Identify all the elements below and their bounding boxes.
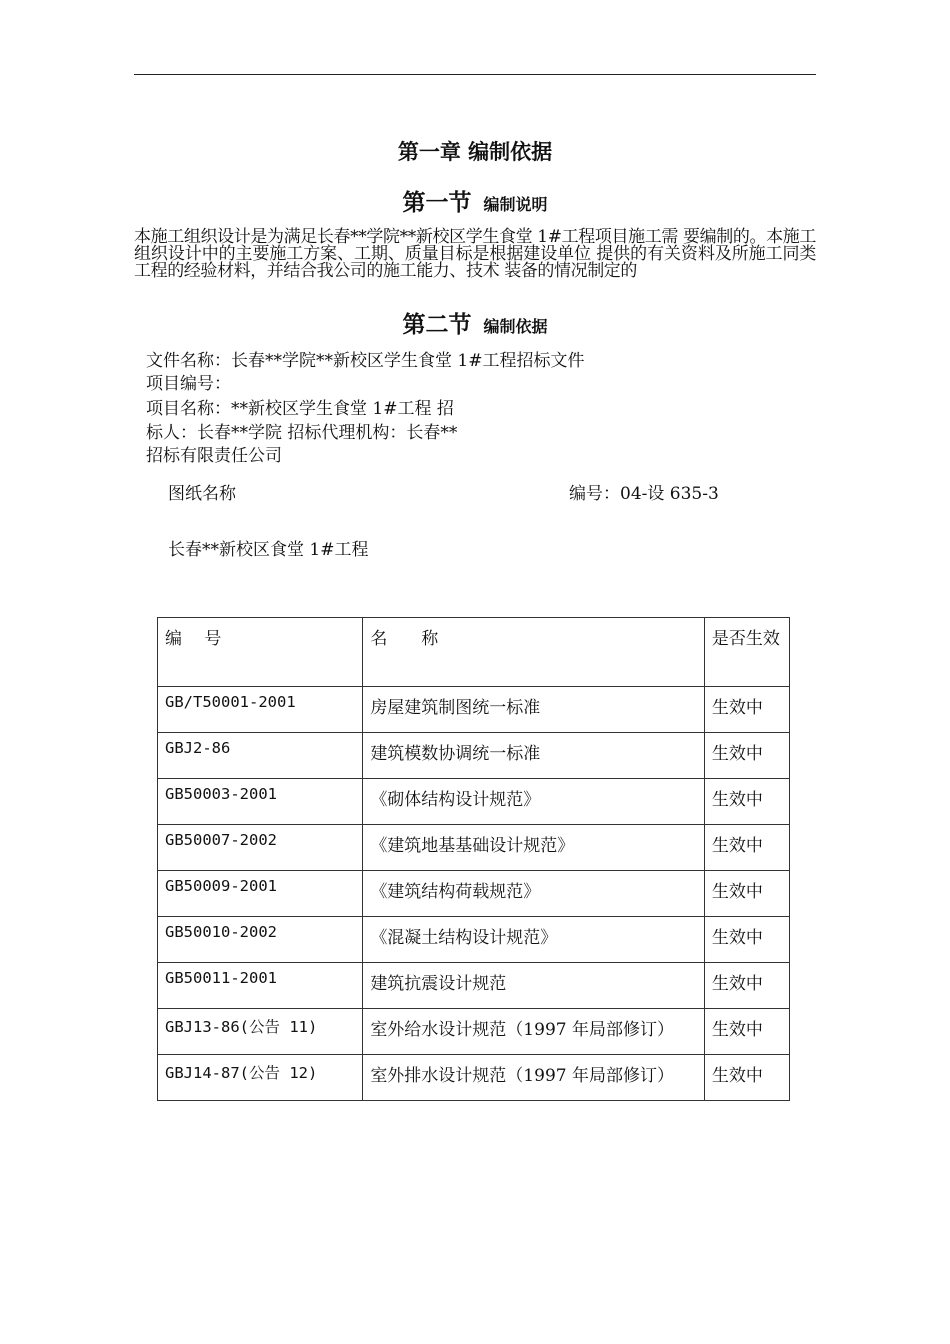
section-1-title: 第一节 [402,190,472,216]
row-code: GB50003-2001 [158,779,363,825]
row-code: GB50007-2002 [158,825,363,871]
project-name: 长春**新校区食堂 1#工程 [168,540,369,560]
row-code: GBJ13-86(公告 11) [158,1009,363,1055]
row-status: 生效中 [704,1009,789,1055]
row-name: 室外排水设计规范（1997 年局部修订） [363,1055,705,1101]
row-status: 生效中 [704,779,789,825]
row-name: 房屋建筑制图统一标准 [363,687,705,733]
table-row [158,963,790,1009]
header-rule [134,74,816,75]
table-row [158,825,790,871]
info-line-agency: 招标有限责任公司 [146,446,282,466]
header-code: 编 号 [158,618,363,687]
table-row [158,917,790,963]
section-1-subtitle: 编制说明 [483,195,548,214]
table-header-row [158,618,790,687]
table-row [158,1055,790,1101]
table-row [158,779,790,825]
info-line-tenderer: 标人：长春**学院 招标代理机构：长春** [146,423,458,443]
standards-table [157,617,790,1101]
chapter-title: 第一章 编制依据 [397,140,553,164]
row-status: 生效中 [704,1055,789,1101]
section-2-heading [0,306,950,339]
drawing-number: 编号：04-设 635-3 [569,484,719,504]
row-code: GB50011-2001 [158,963,363,1009]
row-code: GB/T50001-2001 [158,687,363,733]
row-name: 《混凝土结构设计规范》 [363,917,705,963]
row-status: 生效中 [704,733,789,779]
info-line-file-name: 文件名称：长春**学院**新校区学生食堂 1#工程招标文件 [146,351,585,371]
drawing-label: 图纸名称 [168,484,236,504]
section-1-heading [0,184,950,217]
row-name: 《建筑结构荷载规范》 [363,871,705,917]
row-name: 室外给水设计规范（1997 年局部修订） [363,1009,705,1055]
table-row [158,871,790,917]
row-code: GBJ2-86 [158,733,363,779]
header-name: 名 称 [363,618,705,687]
table-row [158,733,790,779]
section-2-subtitle: 编制依据 [483,317,548,336]
row-name: 建筑模数协调统一标准 [363,733,705,779]
row-code: GBJ14-87(公告 12) [158,1055,363,1101]
header-effective: 是否生效 [704,618,789,687]
row-status: 生效中 [704,825,789,871]
row-status: 生效中 [704,687,789,733]
row-name: 《建筑地基基础设计规范》 [363,825,705,871]
row-code: GB50010-2002 [158,917,363,963]
row-name: 建筑抗震设计规范 [363,963,705,1009]
section-2-title: 第二节 [402,312,472,338]
row-code: GB50009-2001 [158,871,363,917]
row-name: 《砌体结构设计规范》 [363,779,705,825]
info-line-project-name: 项目名称：**新校区学生食堂 1#工程 招 [146,399,454,419]
row-status: 生效中 [704,917,789,963]
table-row [158,687,790,733]
info-line-project-number: 项目编号： [146,374,231,394]
intro-paragraph: 本施工组织设计是为满足长春**学院**新校区学生食堂 1#工程项目施工需 要编制的。本施工组织设计中的主要施工方案、工期、质量目标是根据建设单位 提供的有关资料及所施工同类工程的经验材料，并结合我公司的施工能力、技术 装备的情况制定的 [134,227,816,281]
row-status: 生效中 [704,963,789,1009]
table-row [158,1009,790,1055]
row-status: 生效中 [704,871,789,917]
